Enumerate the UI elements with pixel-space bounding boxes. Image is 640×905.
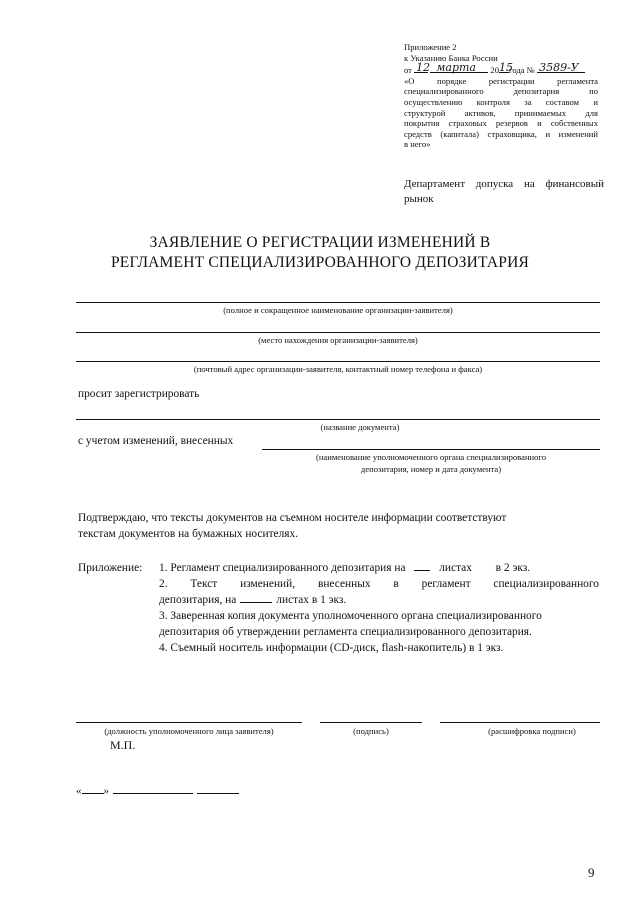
date-month: марта [436,60,476,74]
directive-date-line [404,60,598,76]
date-day: 12 [416,60,431,74]
confirmation-line-1: Подтверждаю, что тексты документов на съемном носителе информации соответствуют [78,512,507,524]
appendix-header [404,42,598,150]
date-close-quote: » [103,785,109,797]
document-name-caption: (название документа) [320,422,400,432]
attachment-item-3-cont: депозитария об утверждении регламента специализированного депозитария. [159,626,532,638]
addressee-department [404,177,604,207]
org-name-caption: (полное и сокращенное наименование организации-заявителя) [223,305,453,315]
signature-decode-field[interactable] [440,722,600,723]
title-line-2: РЕГЛАМЕНТ СПЕЦИАЛИЗИРОВАННОГО ДЕПОЗИТАРИЯ [110,254,530,271]
date-year: 15 [499,60,514,74]
subject-line-4: структурой активов, принимаемых для [404,107,598,118]
subject-line-3: осуществлению контроля за составом и [404,96,598,107]
date-year-field [499,60,514,74]
date-open-quote: « [76,785,82,797]
attachment-2-word: в [393,578,399,590]
date-year-prefix: 20 [490,65,500,76]
attachment-2-pages-field[interactable] [240,592,272,603]
request-text: просит зарегистрировать [78,388,200,400]
page-number: 9 [588,865,595,880]
confirmation-line-2: текстам документов на бумажных носителях. [78,528,299,540]
signature-decode-caption: (расшифровка подписи) [488,726,576,736]
subject-line-2: специализированного депозитария по [404,86,598,97]
appendix-label: Приложение 2 [404,42,457,52]
changes-text: с учетом изменений, внесенных [78,435,234,447]
authority-field[interactable] [262,449,600,450]
directive-number: 3589-У [539,60,579,74]
attachment-item-4: 4. Съемный носитель информации (CD-диск, flash-накопитель) в 1 экз. [159,642,504,654]
signature-field[interactable] [320,722,422,723]
date-day-field[interactable] [82,783,104,794]
date-prefix: от [404,65,412,76]
subject-line-6: средств (капитала) страховщика, и изменений [404,128,598,139]
date-day-field [414,60,431,74]
date-month-field[interactable] [113,783,193,794]
position-field[interactable] [76,722,302,723]
seal-mark: М.П. [110,738,136,752]
attachment-1-text: 1. Регламент специализированного депозитария на [159,562,406,574]
org-name-field[interactable] [76,302,600,303]
subject-line-7: в него» [404,139,431,150]
attachment-item-2 [159,576,599,592]
attachment-item-1 [159,560,530,576]
attachment-2-text: депозитария, на [159,594,237,606]
year-word: года № [509,65,535,76]
attachment-item-2-cont [159,592,346,608]
postal-address-caption: (почтовый адрес организации-заявителя, контактный номер телефона и факса) [193,364,483,374]
attachment-1-copies: в 2 экз. [495,562,531,574]
attachments-label: Приложение: [78,562,143,574]
attachment-2-copies: листах в 1 экз. [276,594,347,606]
department-line-2: рынок [404,193,434,205]
title-line-1: ЗАЯВЛЕНИЕ О РЕГИСТРАЦИИ ИЗМЕНЕНИЙ В [149,234,491,251]
date-year-field[interactable] [197,783,239,794]
subject-line-1: «О порядке регистрации регламента [404,75,598,86]
attachment-2-word: 2. [159,578,168,590]
date-line [76,783,239,797]
attachment-2-word: внесенных [317,578,371,590]
subject-line-5: покрытия страховых резервов и собственных [404,118,598,129]
location-field[interactable] [76,332,600,333]
position-caption: (должность уполномоченного лица заявителя) [104,726,274,736]
attachment-2-word: регламент [421,578,471,590]
attachment-2-word: изменений, [240,578,296,590]
attachment-1-pages-word: листах [439,562,472,574]
attachment-2-word: специализированного [493,578,599,590]
attachment-2-word: Текст [190,578,218,590]
authority-caption-line-2: депозитария, номер и дата документа) [360,464,502,474]
directive-ref: к Указанию Банка России [404,52,498,63]
directive-number-field [537,60,585,74]
date-month-field [430,60,488,74]
location-caption: (место нахождения организации-заявителя) [258,335,418,345]
signature-caption: (подпись) [353,726,389,736]
authority-caption-line-1: (наименование уполномоченного органа специализированного [315,452,547,462]
attachment-1-pages-field[interactable] [414,560,430,571]
postal-address-field[interactable] [76,361,600,362]
attachment-item-3: 3. Заверенная копия документа уполномоченного органа специализированного [159,610,542,622]
document-name-field[interactable] [76,419,600,420]
document-title [0,233,640,273]
department-line-1: Департамент допуска на финансовый [404,178,604,190]
